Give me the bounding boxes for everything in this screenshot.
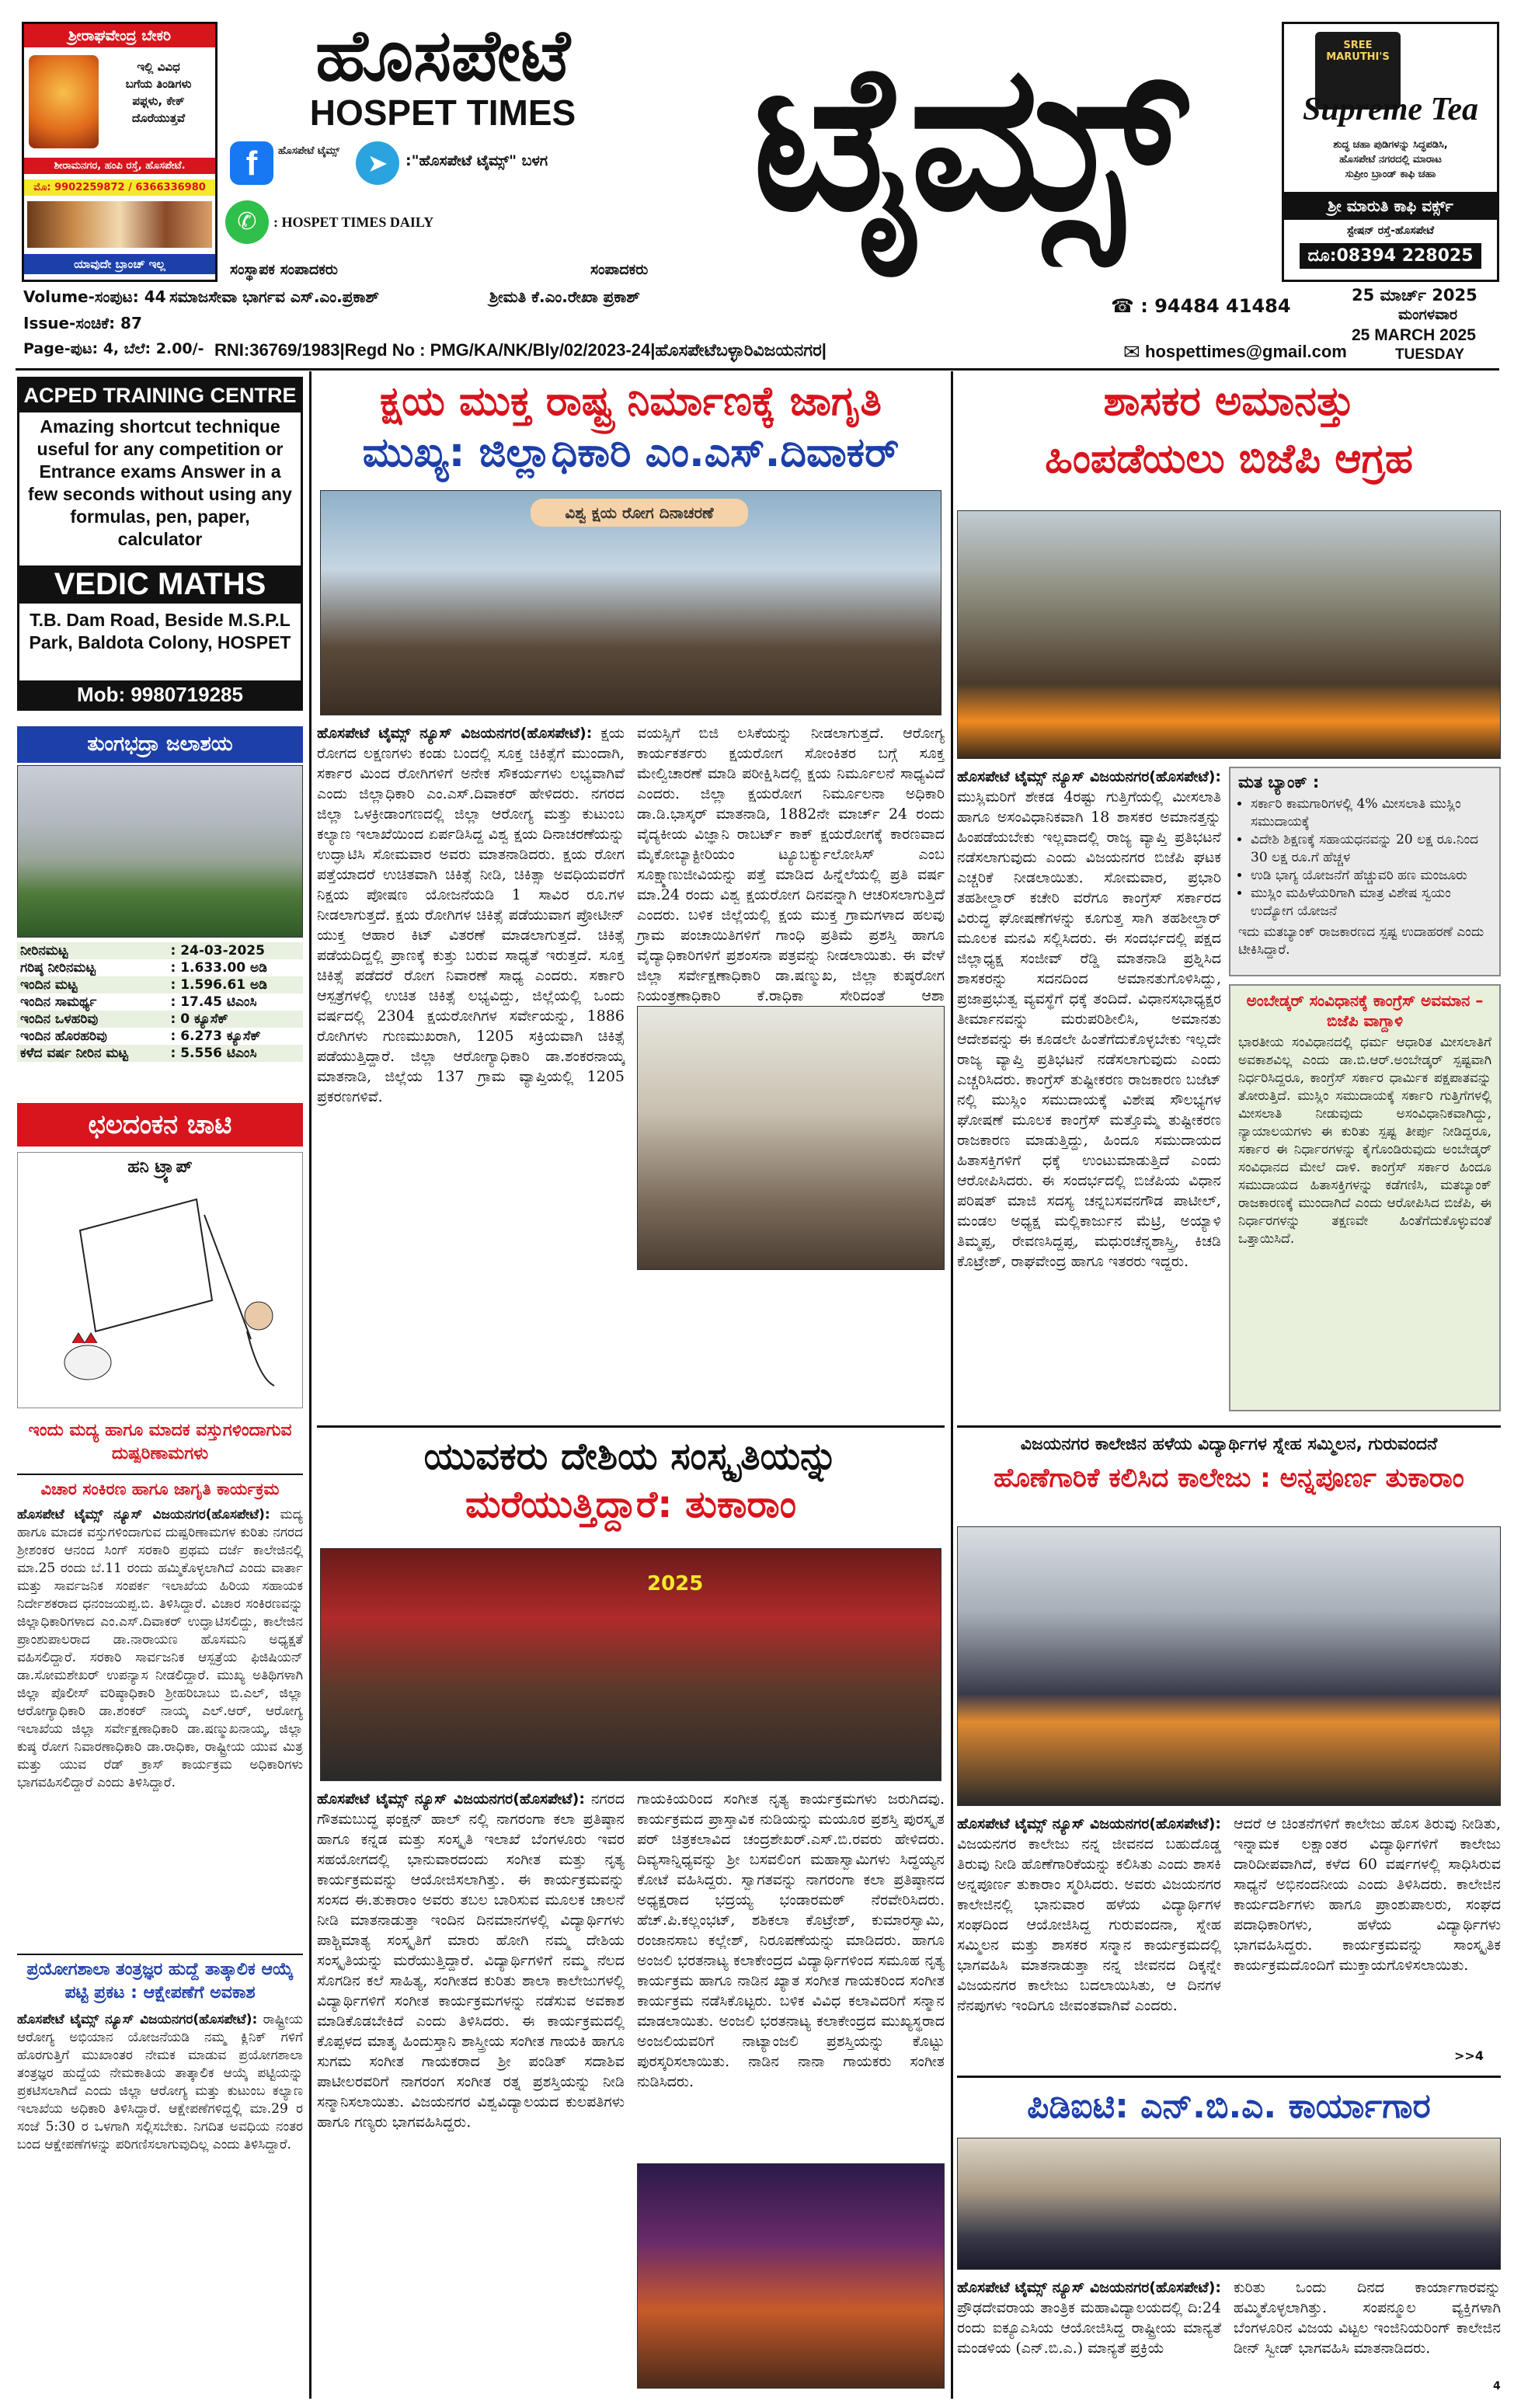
whatsapp-label: : HOSPET TIMES DAILY — [273, 214, 434, 230]
vote-bank-bullet: • ಮುಸ್ಲಿಂ ಮಹಿಳೆಯರಿಗಾಗಿ ಮಾತ್ರ ವಿಶೇಷ ಸ್ವಯಂ ಉದ್ಯೋಗ ಯೋಜನೆ — [1251, 885, 1491, 920]
bakery-ad-title: ಶ್ರೀರಾಘವೇಂದ್ರ ಬೇಕರಿ — [24, 24, 215, 47]
cartoon-figure-body — [247, 1331, 274, 1386]
dam-row — [17, 942, 303, 959]
acped-body: Amazing shortcut technique useful for any competition or Entrance exams Answer in a few seconds without using any formulas, pen, paper, calculator — [28, 416, 292, 549]
story-culture-photo-year: 2025 — [647, 1572, 704, 1595]
tea-ad-lines — [1289, 137, 1492, 182]
dam-photo — [17, 765, 303, 938]
ambedkar-body: ಭಾರತೀಯ ಸಂವಿಧಾನದಲ್ಲಿ ಧರ್ಮ ಆಧಾರಿತ ಮೀಸಲಾತಿಗೆ ಅವಕಾಶವಿಲ್ಲ ಎಂದು ಡಾ.ಬಿ.ಆರ್.ಅಂಬೇಡ್ಕರ್ ಸ್ಪಷ್ಟವಾಗಿ ನಿರ್ಧರಿಸಿದ್ದರೂ, ಕಾಂಗ್ರೆಸ್ ಸರ್ಕಾರ ಧಾರ್ಮಿಕ ಪಕ್ಷಪಾತವನ್ನು ತೋರುತ್ತಿದೆ. ಮುಸ್ಲಿಂ ಸಮುದಾಯಕ್ಕೆ ಸರ್ಕಾರಿ ಗುತ್ತಿಗೆಗಳಲ್ಲಿ ಮೀಸಲಾತಿ ನೀಡುವುದು ಅಸಂವಿಧಾನಿಕವಾಗಿದ್ದು, ನ್ಯಾಯಾಲಯಗಳು ಈ ಕುರಿತು ಸ್ಪಷ್ಟ ತೀರ್ಪು ನೀಡಿದ್ದರೂ, ಸರ್ಕಾರ ಈ ನಿರ್ಧಾರಗಳನ್ನು ಕೈಗೊಂಡಿರುವುದು ಅಂಬೇಡ್ಕರ್ ಸಂವಿಧಾನದ ಮೇಲೆ ದಾಳಿ. ಕಾಂಗ್ರೆಸ್ ಸರ್ಕಾರ ಹಿಂದೂ ಸಮುದಾಯದ ಹಿತಾಸಕ್ತಿಗಳನ್ನು ಕಡೆಗಣಿಸಿ, ಮತಬ್ಯಾಂಕ್ ರಾಜಕಾರಣಕ್ಕೆ ಮುಂದಾಗಿದೆ ಎಂದು ಆರೋಪಿಸಿದ ಬಿಜೆಪಿ, ಈ ನಿರ್ಧಾರಗಳನ್ನು ತಕ್ಷಣವೇ ಹಿಂತೆಗೆದುಕೊಳ್ಳುವಂತೆ ಒತ್ತಾಯಿಸಿದೆ. — [1238, 1035, 1491, 1247]
email-address[interactable]: hospettimes@gmail.com — [1145, 342, 1347, 361]
dam-table — [17, 942, 303, 1062]
story-bjp-headline-2: ಹಿಂಪಡೆಯಲು ಬಿಜೆಪಿ ಆಗ್ರಹ — [1045, 436, 1413, 482]
cartoon-rooster — [64, 1345, 111, 1380]
editor-label: ಸಂಪಾದಕರು — [590, 261, 649, 278]
story-rule-tb — [317, 1425, 945, 1428]
tea-shop: ಶ್ರೀ ಮಾರುತಿ ಕಾಫಿ ವರ್ಕ್ಸ್ — [1284, 192, 1497, 220]
dam-row-value: : 0 ಕ್ಯೂಸೆಕ್ — [170, 1011, 228, 1027]
masthead-kannada-title: ಹೊಸಪೇಟೆ — [315, 14, 571, 97]
bakery-line: ಪಫ್ಗಳು, ಕೇಕ್ — [132, 94, 185, 108]
dam-row-label: ಇಂದಿನ ಮಟ್ಟ — [20, 977, 78, 993]
lab-body: ರಾಷ್ಟ್ರೀಯ ಆರೋಗ್ಯ ಅಭಿಯಾನ ಯೋಜನೆಯಡಿ ನಮ್ಮ ಕ್ಲಿನಿಕ್ ಗಳಿಗೆ ಹೊರಗುತ್ತಿಗೆ ಮುಖಾಂತರ ನೇಮಕ ಮಾಡುವ ಪ್ರಯೋಗಶಾಲಾ ತಂತ್ರಜ್ಞರ ಹುದ್ದೆಯ ನೇಮಕಾತಿಯ ತಾತ್ಕಾಲಿಕ ಆಯ್ಕೆ ಪಟ್ಟಿಯನ್ನು ಪ್ರಕಟಿಸಲಾಗಿದೆ ಎಂದು ಜಿಲ್ಲಾ ಆರೋಗ್ಯ ಮತ್ತು ಕುಟುಂಬ ಕಲ್ಯಾಣ ಇಲಾಖೆಯ ಅಧಿಕಾರಿ ತಿಳಿಸಿದ್ದಾರೆ. ಆಕ್ಷೇಪಣೆಗಳಿದ್ದಲ್ಲಿ ಮಾ.29 ರ ಸಂಜೆ 5:30 ರ ಒಳಗಾಗಿ ಸಲ್ಲಿಸಬೇಕು. ನಿಗದಿತ ಅವಧಿಯ ನಂತರ ಬಂದ ಆಕ್ಷೇಪಣೆಗಳನ್ನು ಪರಿಗಣಿಸಲಾಗುವುದಿಲ್ಲ ಎಂದು ತಿಳಿಸಿದ್ದಾರೆ. — [17, 2012, 303, 2152]
ambedkar-title: ಅಂಬೇಡ್ಕರ್ ಸಂವಿಧಾನಕ್ಕೆ ಕಾಂಗ್ರೆಸ್ ಅವಮಾನ – ಬಿಜೆಪಿ ವಾಗ್ದಾಳಿ — [1246, 991, 1484, 1030]
dam-row — [17, 976, 303, 993]
drug-body: ಮದ್ಯ ಹಾಗೂ ಮಾದಕ ವಸ್ತುಗಳಿಂದಾಗುವ ದುಷ್ಪರಿಣಾಮಗಳ ಕುರಿತು ನಗರದ ಶ್ರೀಶಂಕರ ಆನಂದ ಸಿಂಗ್ ಸರಕಾರಿ ಪ್ರಥಮ ದರ್ಜೆ ಕಾಲೇಜಿನಲ್ಲಿ ಮಾ.25 ರಂದು ಬೆ.11 ರಂದು ಹಮ್ಮಿಕೊಳ್ಳಲಾಗಿದೆ ಎಂದು ವಾರ್ತಾ ಮತ್ತು ಸಾರ್ವಜನಿಕ ಸಂಪರ್ಕ ಇಲಾಖೆಯ ಹಿರಿಯ ಸಹಾಯಕ ನಿರ್ದೇಶಕರಾದ ಧನಂಜಯಪ್ಪ.ಬಿ. ತಿಳಿಸಿದ್ದಾರೆ. ವಿಚಾರ ಸಂಕಿರಣವನ್ನು ಜಿಲ್ಲಾಧಿಕಾರಿಗಳಾದ ಎಂ.ಎಸ್.ದಿವಾಕರ್ ಉದ್ಘಾಟಿಸಲಿದ್ದು, ಕಾಲೇಜಿನ ಪ್ರಾಂಶುಪಾಲರಾದ ಡಾ.ನಾರಾಯಣ ಹೊಸಮನಿ ಅಧ್ಯಕ್ಷತೆ ವಹಿಸಲಿದ್ದಾರೆ. ಸರಕಾರಿ ಸಾರ್ವಜನಿಕ ಆಸ್ಪತ್ರೆಯ ಫಿಜಿಷಿಯನ್ ಡಾ.ಸೋಮಶೇಖರ್ ಉಪನ್ಯಾಸ ನೀಡಲಿದ್ದಾರೆ. ಮುಖ್ಯ ಅತಿಥಿಗಳಾಗಿ ಜಿಲ್ಲಾ ಪೊಲೀಸ್ ವರಿಷ್ಠಾಧಿಕಾರಿ ಶ್ರೀಹರಿಬಾಬು ಬಿ.ಎಲ್, ಜಿಲ್ಲಾ ಆರೋಗ್ಯಾಧಿಕಾರಿ ಡಾ.ಶಂಕರ್ ನಾಯ್ಕ ಎಲ್.ಆರ್, ಆರೋಗ್ಯ ಇಲಾಖೆಯ ಜಿಲ್ಲಾ ಸರ್ವೇಕ್ಷಣಾಧಿಕಾರಿ ಡಾ.ಷಣ್ಮುಖನಾಯ್ಕ, ಜಿಲ್ಲಾ ಕುಷ್ಠ ರೋಗ ನಿವಾರಣಾಧಿಕಾರಿ ಡಾ.ರಾಧಿಕಾ, ರಾಷ್ಟ್ರೀಯ ಯುವ ಮಿತ್ರ ಮತ್ತು ಯುವ ರೆಡ್ ಕ್ರಾಸ್ ಕಾರ್ಯಕ್ರಮ ಅಧಿಕಾರಿಗಳು ಭಾಗವಹಿಸಲಿದ್ದಾರೆ ಎಂದು ತಿಳಿಸಿದ್ದಾರೆ. — [17, 1507, 303, 1790]
story-pdit-headline: ಪಿಡಿಐಟಿ: ಎನ್.ಬಿ.ಎ. ಕಾರ್ಯಾಗಾರ — [1027, 2086, 1431, 2126]
dam-row-label: ಗರಿಷ್ಠ ನೀರಿನಮಟ್ಟ — [20, 960, 96, 976]
story-culture-photo — [320, 1548, 941, 1781]
story-bjp-col-1 — [957, 767, 1221, 1411]
story-bjp-headline-1: ಶಾಸಕರ ಅಮಾನತ್ತು — [1103, 378, 1355, 425]
founder-name: ಸಮಾಜಸೇವಾ ಭಾರ್ಗವ ಎಸ್.ಎಂ.ಪ್ರಕಾಶ್ — [169, 287, 379, 306]
tea-phone: ದೂ:08394 228025 — [1300, 243, 1481, 269]
date-kannada: 25 ಮಾರ್ಚ್ 2025 — [1352, 286, 1477, 304]
telegram-icon[interactable]: ➤ — [356, 141, 399, 185]
dam-row-label: ನೀರಿನಮಟ್ಟ — [20, 943, 68, 959]
dam-row-value: : 5.556 ಟಿಎಂಸಿ — [170, 1046, 257, 1061]
vote-bank-bullet: • ಸರ್ಕಾರಿ ಕಾಮಗಾರಿಗಳಲ್ಲಿ 4% ಮೀಸಲಾತಿ ಮುಸ್ಲಿಂ ಸಮುದಾಯಕ್ಕೆ — [1251, 795, 1491, 831]
bakery-phone: ಮೊ: 9902259872 / 6366336980 — [24, 179, 215, 196]
acped-mobile: Mob: 9980719285 — [19, 680, 301, 709]
telegram-label: :"ಹೊಸಪೇಟೆ ಟೈಮ್ಸ್" ಬಳಗ — [405, 152, 548, 169]
story-college-headline: ಹೊಣೆಗಾರಿಕೆ ಕಲಿಸಿದ ಕಾಲೇಜು : ಅನ್ನಪೂರ್ಣ ತುಕಾರಾಂ — [994, 1463, 1464, 1494]
page-price: Page-ಪುಟ: 4, ಬೆಲೆ: 2.00/- — [23, 340, 204, 357]
story-pdit-col-2 — [1234, 2278, 1501, 2390]
story-pdit-body-2: ಕುರಿತು ಒಂದು ದಿನದ ಕಾರ್ಯಾಗಾರವನ್ನು ಹಮ್ಮಿಕೊಳ್ಳಲಾಗಿತ್ತು. ಸಂಪನ್ಮೂಲ ವ್ಯಕ್ತಿಗಳಾಗಿ ಬೆಂಗಳೂರಿನ ವಿಜಯ ವಿಟ್ಟಲ ಇಂಜಿನಿಯರಿಂಗ್ ಕಾಲೇಜಿನ ಡೀನ್ ಸ್ವೀಡ್ ಭಾಗವಹಿಸಿ ಮಾತನಾಡಿದರು. — [1234, 2279, 1501, 2357]
dam-row-label: ಇಂದಿನ ಒಳಹರಿವು — [20, 1011, 99, 1027]
editor-name: ಶ್ರೀಮತಿ ಕೆ.ಎಂ.ರೇಖಾ ಪ್ರಕಾಶ್ — [489, 287, 640, 306]
story-college-body-1: ವಿಜಯನಗರ ಕಾಲೇಜು ನನ್ನ ಜೀವನದ ಬಹುದೊಡ್ಡ ತಿರುವು ನೀಡಿ ಹೊಣೆಗಾರಿಕೆಯನ್ನು ಕಲಿಸಿತು ಎಂದು ಶಾಸಕಿ ಅನ್ನಪೂರ್ಣ ತುಕಾರಾಂ ಸ್ಮರಿಸಿದರು. ಅವರು ವಿಜಯನಗರ ಕಾಲೇಜಿನಲ್ಲಿ ಭಾನುವಾರ ಹಳೆಯ ವಿದ್ಯಾರ್ಥಿಗಳ ಸಂಘದಿಂದ ಆಯೋಜಿಸಿದ್ದ ಗುರುವಂದನಾ, ಸ್ನೇಹ ಸಮ್ಮಿಲನ ಮತ್ತು ಶಾಸಕರ ಸನ್ಮಾನ ಕಾರ್ಯಕ್ರಮದಲ್ಲಿ ಭಾಗವಹಿಸಿ ಮಾತನಾಡುತ್ತಾ ನನ್ನ ಜೀವನದ ದಿಕ್ಕನ್ನೇ ವಿಜಯನಗರ ಕಾಲೇಜು ಬದಲಾಯಿಸಿತು, ಆ ದಿನಗಳ ನೆನಪುಗಳು ಇಂದಿಗೂ ಜೀವಂತವಾಗಿವೆ ಎಂದರು. — [957, 1836, 1221, 2014]
date-english: 25 MARCH 2025 — [1352, 326, 1476, 344]
day-kannada: ಮಂಗಳವಾರ — [1398, 306, 1458, 323]
story-bjp-body: ಮುಸ್ಲಿಮರಿಗೆ ಶೇಕಡ 4ರಷ್ಟು ಗುತ್ತಿಗೆಯಲ್ಲಿ ಮೀಸಲಾತಿ ಹಾಗೂ ಅಸಂವಿಧಾನಿಕವಾಗಿ 18 ಶಾಸಕರ ಅಮಾನತ್ತನ್ನು ಹಿಂಪಡೆಯಬೇಕು ಇಲ್ಲವಾದಲ್ಲಿ ರಾಜ್ಯ ವ್ಯಾಪ್ತಿ ಪ್ರತಿಭಟನೆ ನಡೆಸಲಾಗುವುದು ಎಂದು ವಿಜಯನಗರ ಬಿಜೆಪಿ ಘಟಕ ಎಚ್ಚರಿಕೆ ನೀಡಲಾಯಿತು. ಸೋಮವಾರ, ಪ್ರಭಾರಿ ತಹಶೀಲ್ದಾರ್ ಕಚೇರಿ ವರೆಗೂ ಕಾಂಗ್ರೆಸ್ ಸರ್ಕಾರದ ವಿರುದ್ಧ ಘೋಷಣೆಗಳನ್ನು ಕೂಗುತ್ತ ಸಾಗಿ ತಹಶೀಲ್ದಾರ್ ಮೂಲಕ ಮನವಿ ಸಲ್ಲಿಸಿದರು. ಈ ಸಂದರ್ಭದಲ್ಲಿ ಪಕ್ಷದ ಜಿಲ್ಲಾಧ್ಯಕ್ಷ ಸಂಜೀವ್ ರೆಡ್ಡಿ ಮಾತನಾಡಿ ಪ್ರಶ್ನಿಸಿದ ಶಾಸಕರನ್ನು ಸದನದಿಂದ ಅಮಾನತುಗೊಳಿಸಿದ್ದು, ಪ್ರಜಾಪ್ರಭುತ್ವ ವ್ಯವಸ್ಥೆಗೆ ಧಕ್ಕೆ ತಂದಿದೆ. ವಿಧಾನಸಭಾಧ್ಯಕ್ಷರ ತೀರ್ಮಾನವನ್ನು ಮರುಪರಿಶೀಲಿಸಿ, ಅಮಾನತು ಆದೇಶವನ್ನು ಈ ಕೂಡಲೇ ಹಿಂತೆಗೆದುಕೊಳ್ಳಬೇಕು ಇಲ್ಲದೇ ರಾಜ್ಯ ವ್ಯಾಪ್ತಿ ಪ್ರತಿಭಟನೆ ನಡೆಸಲಾಗುವುದು ಎಂದು ಎಚ್ಚರಿಸಿದರು. ಕಾಂಗ್ರೆಸ್ ತುಷ್ಟೀಕರಣ ರಾಜಕಾರಣ ಬಜೆಟ್ ನಲ್ಲಿ ಮುಸ್ಲಿಂ ಸಮುದಾಯಕ್ಕೆ ವಿಶೇಷ ಸೌಲಭ್ಯಗಳ ಘೋಷಣೆ ಮೂಲಕ ಕಾಂಗ್ರೆಸ್ ಮತ್ತೊಮ್ಮೆ ತುಷ್ಟೀಕರಣ ರಾಜಕಾರಣ ಮಾಡುತ್ತಿದ್ದು, ಹಿಂದೂ ಸಮುದಾಯದ ಹಿತಾಸಕ್ತಿಗಳಿಗೆ ಧಕ್ಕೆ ಉಂಟುಮಾಡುತ್ತಿದೆ ಎಂದು ಆರೋಪಿಸಿದರು. ಈ ಸಂದರ್ಭದಲ್ಲಿ ಬಿಜೆಪಿಯ ವಿಧಾನ ಪರಿಷತ್ ಮಾಜಿ ಸದಸ್ಯ ಚನ್ನಬಸವನಗೌಡ ಪಾಟೀಲ್, ಮಂಡಲ ಅಧ್ಯಕ್ಷ ಮಲ್ಲಿಕಾರ್ಜುನ ಮೆಟ್ರಿ, ಅಯ್ಯಾಳಿ ತಿಮ್ಮಪ್ಪ, ರೇವಣಸಿದ್ದಪ್ಪ, ಮಧುರಚೆನ್ನಶಾಸ್ತ್ರಿ, ಕಿಚಡಿ ಕೊಟ್ರೇಶ್, ರಾಘವೇಂದ್ರ ಹಾಗೂ ಇತರರು ಇದ್ದರು. — [957, 788, 1221, 1270]
bakery-line: ಇಲ್ಲಿ ವಿವಿಧ — [137, 60, 180, 74]
vote-bank-box — [1229, 767, 1501, 976]
story-culture-col-1 — [317, 1789, 625, 2395]
story-college-continued[interactable]: >>4 — [1454, 2048, 1484, 2063]
story-college-col-2 — [1234, 1814, 1501, 2047]
vote-bank-list — [1238, 795, 1491, 920]
dam-row-value: : 17.45 ಟಿಎಂಸಿ — [170, 994, 257, 1010]
bakery-ad[interactable] — [22, 22, 218, 282]
email-icon: ✉ — [1123, 341, 1140, 364]
bakery-ad-lines — [102, 58, 215, 127]
story-bjp — [957, 377, 1501, 1414]
lab-article — [17, 2011, 303, 2392]
page-number-marker: 4 — [1493, 2380, 1501, 2392]
tea-address: ಸ್ಟೇಷನ್ ರಸ್ತೆ-ಹೊಸಪೇಟೆ — [1346, 224, 1435, 237]
story-pdit-photo — [957, 2138, 1501, 2270]
acped-ad[interactable] — [17, 377, 303, 711]
story-tb-body-2: ವಯಸ್ಸಿಗೆ ಬಿಜಿ ಲಸಿಕೆಯನ್ನು ನೀಡಲಾಗುತ್ತದೆ. ಆರೋಗ್ಯ ಕಾರ್ಯಕರ್ತರು ಕ್ಷಯರೋಗ ಸೋಂಕಿತರ ಬಗ್ಗೆ ಸೂಕ್ತ ಮೇಲ್ವಿಚಾರಣೆ ಮಾಡಿ ಪರೀಕ್ಷಿಸಿದಲ್ಲಿ ಕ್ಷಯ ನಿರ್ಮೂಲನೆ ಸಾಧ್ಯವಿದೆ ಎಂದರು. ಜಿಲ್ಲಾ ಕ್ಷಯರೋಗ ನಿರ್ಮೂಲನಾ ಅಧಿಕಾರಿ ಡಾ.ಡಿ.ಭಾಸ್ಕರ್ ಮಾತನಾಡಿ, 1882ನೇ ಮಾರ್ಚ್ 24 ರಂದು ವೈದ್ಯಕೀಯ ವಿಜ್ಞಾನಿ ರಾಬರ್ಟ್ ಕಾಕ್ ಕ್ಷಯರೋಗಕ್ಕೆ ಕಾರಣವಾದ ಮೈಕೋಬ್ಯಾಕ್ಟೀರಿಯಂ ಟ್ಯೂಬರ್ಕ್ಯುಲೋಸಿಸ್ ಎಂಬ ಸೂಕ್ಷ್ಮಾಣುಜೀವಿಯನ್ನು ಪತ್ತೆ ಮಾಡಿದ ಹಿನ್ನೆಲೆಯಲ್ಲಿ ಪ್ರತಿ ವರ್ಷ ಮಾ.24 ರಂದು ವಿಶ್ವ ಕ್ಷಯರೋಗ ದಿನವನ್ನಾಗಿ ಆಚರಿಸಲಾಗುತ್ತಿದೆ ಎಂದರು. ಬಳಿಕ ಜಿಲ್ಲೆಯಲ್ಲಿ ಕ್ಷಯ ಮುಕ್ತ ಗ್ರಾಮಗಳಾದ ಹಲವು ಗ್ರಾಮ ಪಂಚಾಯಿತಿಗಳಿಗೆ ಗಾಂಧಿ ಪ್ರತಿಮೆ ಪ್ರಶಸ್ತಿ ಹಾಗೂ ವೈದ್ಯಾಧಿಕಾರಿಗಳಿಗೆ ಪ್ರಶಂಸನಾ ಪತ್ರವನ್ನು ನೀಡಲಾಯಿತು. ಈ ವೇಳೆ ಜಿಲ್ಲಾ ಸರ್ವೇಕ್ಷಣಾಧಿಕಾರಿ ಡಾ.ಷಣ್ಮುಖ, ಜಿಲ್ಲಾ ಕುಷ್ಠರೋಗ ನಿಯಂತ್ರಣಾಧಿಕಾರಿ ಕೆ.ರಾಧಿಕಾ ಸೇರಿದಂತೆ ಆಶಾ — [637, 725, 945, 1004]
masthead — [0, 0, 1514, 377]
cartoon-stick — [204, 1215, 251, 1339]
story-bjp-photo — [957, 510, 1501, 759]
story-culture-headline-1: ಯುವಕರು ದೇಶಿಯ ಸಂಸ್ಕೃತಿಯನ್ನು — [423, 1435, 838, 1478]
masthead-rule — [16, 368, 1499, 371]
masthead-big-title: ಟೈಮ್ಸ್ — [752, 21, 1182, 256]
whatsapp-icon[interactable]: ✆ — [225, 200, 269, 244]
story-pdit-body-1: ಪ್ರೌಢದೇವರಾಯ ತಾಂತ್ರಿಕ ಮಹಾವಿದ್ಯಾಲಯದಲ್ಲಿ ದಿ:24 ರಂದು ಐಕ್ಯೂಎಸಿಯ ಆಯೋಜಿಸಿದ್ದ ರಾಷ್ಟ್ರೀಯ ಮಾನ್ಯತೆ ಮಂಡಳಿಯ (ಎನ್.ಬಿ.ಎ.) ಮಾನ್ಯತೆ ಪ್ರಕ್ರಿಯೆ — [957, 2299, 1221, 2357]
column-rule-center — [951, 371, 953, 2399]
story-bjp-byline: ಹೊಸಪೇಟೆ ಟೈಮ್ಸ್ ನ್ಯೂಸ್ ವಿಜಯನಗರ(ಹೊಸಪೇಟೆ): — [957, 768, 1221, 785]
dam-row-value: : 1.633.00 ಅಡಿ — [170, 960, 267, 976]
story-pdit — [957, 2083, 1501, 2394]
left-sidebar — [17, 377, 303, 2396]
dam-row — [17, 1028, 303, 1045]
story-culture-byline: ಹೊಸಪೇಟೆ ಟೈಮ್ಸ್ ನ್ಯೂಸ್ ವಿಜಯನಗರ(ಹೊಸಪೇಟೆ): — [317, 1790, 585, 1808]
cartoon-rooster-comb — [72, 1333, 97, 1343]
story-tb-photo-banner: ವಿಶ್ವ ಕ್ಷಯ ರೋಗ ದಿನಾಚರಣೆ — [531, 499, 748, 527]
drug-article — [17, 1506, 303, 1941]
dam-row-value: : 1.596.61 ಅಡಿ — [170, 977, 267, 993]
story-college-photo — [957, 1526, 1501, 1806]
lab-byline: ಹೊಸಪೇಟೆ ಟೈಮ್ಸ್ ನ್ಯೂಸ್ ವಿಜಯನಗರ(ಹೊಸಪೇಟೆ): — [17, 2012, 258, 2027]
tea-line: ಹೊಸಪೇಟೆ ನಗರದಲ್ಲಿ ಮಾರಾಟ — [1339, 154, 1442, 165]
story-college-body-2: ಆದರೆ ಆ ಚಿಂತನೆಗಳಿಗೆ ಕಾಲೇಜು ಹೊಸ ತಿರುವು ನೀಡಿತು, ಇನ್ನಾಮಕ ಲಕ್ಷಾಂತರ ವಿದ್ಯಾರ್ಥಿಗಳಿಗೆ ಕಾಲೇಜು ದಾರಿದೀಪವಾಗಿದೆ, ಕಳೆದ 60 ವರ್ಷಗಳಲ್ಲಿ ಸಾಧಿಸಿರುವ ಸಾಧ್ಯನೆ ಅಭಿನಂದನೀಯ ಎಂದು ತಿಳಿಸಿದರು. ಕಾಲೇಜಿನ ಕಾರ್ಯದರ್ಶಿಗಳು ಹಾಗೂ ಪ್ರಾಂಶುಪಾಲರು, ಸಂಘದ ಪದಾಧಿಕಾರಿಗಳು, ಹಳೆಯ ವಿದ್ಯಾರ್ಥಿಗಳು ಭಾಗವಹಿಸಿದ್ದರು. ಕಾರ್ಯಕ್ರಮವನ್ನು ಸಾಂಸ್ಕೃತಿಕ ಕಾರ್ಯಕ್ರಮದೊಂದಿಗೆ ಮುಕ್ತಾಯಗೊಳಿಸಲಾಯಿತು. — [1234, 1815, 1501, 1974]
story-culture-col-2 — [637, 1789, 945, 2154]
story-college-byline: ಹೊಸಪೇಟೆ ಟೈಮ್ಸ್ ನ್ಯೂಸ್ ವಿಜಯನಗರ(ಹೊಸಪೇಟೆ): — [957, 1815, 1221, 1832]
vedic-maths: VEDIC MATHS — [19, 565, 301, 604]
acped-title: ACPED TRAINING CENTRE — [19, 379, 301, 412]
bakery-line: ಬಗೆಯ ತಿಂಡಿಗಳು — [125, 77, 192, 91]
story-college-kicker: ವಿಜಯನಗರ ಕಾಲೇಜಿನ ಹಳೆಯ ವಿದ್ಯಾರ್ಥಿಗಳ ಸ್ನೇಹ ಸಮ್ಮಿಲನ, ಗುರುವಂದನೆ — [1020, 1435, 1438, 1454]
facebook-icon[interactable]: f — [230, 141, 273, 185]
story-tb-headline-2: ಮುಖ್ಯ: ಜಿಲ್ಲಾಧಿಕಾರಿ ಎಂ.ಎಸ್.ದಿವಾಕರ್ — [362, 430, 900, 476]
dam-row-label: ಇಂದಿನ ಸಾಮರ್ಥ್ಯ — [20, 994, 97, 1010]
story-culture-body-1: ನಗರದ ಗೌತಮಬುದ್ಧ ಫಂಕ್ಷನ್ ಹಾಲ್ ನಲ್ಲಿ ನಾಗರಂಗಾ ಕಲಾ ಪ್ರತಿಷ್ಠಾನ ಹಾಗೂ ಕನ್ನಡ ಮತ್ತು ಸಂಸ್ಕೃತಿ ಇಲಾಖೆ ಬೆಂಗಳೂರು ಇವರ ಸಹಯೋಗದಲ್ಲಿ ಭಾನುವಾರದಂದು ಸಂಗೀತ ಮತ್ತು ನೃತ್ಯ ಕಾರ್ಯಕ್ರಮವನ್ನು ಆಯೋಜಿಸಲಾಗಿತ್ತು. ಈ ಕಾರ್ಯಕ್ರಮವನ್ನು ಸಂಸದ ಈ.ತುಕಾರಾಂ ಅವರು ತಬಲ ಬಾರಿಸುವ ಮೂಲಕ ಚಾಲನೆ ನೀಡಿ ಮಾತನಾಡುತ್ತಾ ಇಂದಿನ ದಿನಮಾನಗಳಲ್ಲಿ ವಿದ್ಯಾರ್ಥಿಗಳು ಪಾಶ್ಚಿಮಾತ್ಯ ಸಂಸ್ಕೃತಿಗೆ ಮಾರು ಹೋಗಿ ನಮ್ಮ ದೇಶಿಯ ಸಂಸ್ಕೃತಿಯನ್ನು ಮರೆಯುತ್ತಿದ್ದಾರೆ. ವಿದ್ಯಾರ್ಥಿಗಳಿಗೆ ನಮ್ಮ ನೆಲದ ಸೊಗಡಿನ ಕಲೆ ಸಾಹಿತ್ಯ, ಸಂಗೀತದ ಕುರಿತು ಶಾಲಾ ಕಾಲೇಜುಗಳಲ್ಲಿ ವಿದ್ಯಾರ್ಥಿಗಳಿಗೆ ಸಂಗೀತ ಕಾರ್ಯಕ್ರಮಗಳನ್ನು ನಡೆಸುವ ಅವಕಾಶ ಮಾಡಿಕೊಡಬೇಕಿದೆ ಎಂದು ತಿಳಿಸಿದರು. ಈ ಕಾರ್ಯಕ್ರಮದಲ್ಲಿ ಕೊಪ್ಪಳದ ಮಾತೃ ಹಿಂದುಸ್ತಾನಿ ಶಾಸ್ತ್ರೀಯ ಸಂಗೀತ ಗಾಯಕಿ ಹಾಗೂ ಸುಗಮ ಸಂಗೀತ ಗಾಯಕರಾದ ಶ್ರೀ ಪಂಡಿತ್ ಸದಾಶಿವ ಪಾಟೀಲರವರಿಗೆ ನಾಗರಂಗ ಸಂಗೀತ ರತ್ನ ಪ್ರಶಸ್ತಿಯನ್ನು ನೀಡಿ ಸನ್ಮಾನಿಸಲಾಯಿತು. ವಿಜಯನಗರ ವಿಶ್ವವಿದ್ಯಾಲಯದ ಕುಲಪತಿಗಳು ಹಾಗೂ ಗಣ್ಯರು ಭಾಗವಹಿಸಿದ್ದರು. — [317, 1790, 625, 2131]
drug-byline: ಹೊಸಪೇಟೆ ಟೈಮ್ಸ್ ನ್ಯೂಸ್ ವಿಜಯನಗರ(ಹೊಸಪೇಟೆ): — [17, 1507, 270, 1522]
dam-row-value: : 6.273 ಕ್ಯೂಸೆಕ್ — [170, 1028, 261, 1044]
story-tb-body-1: ಕ್ಷಯ ರೋಗದ ಲಕ್ಷಣಗಳು ಕಂಡು ಬಂದಲ್ಲಿ ಸೂಕ್ತ ಚಿಕಿತ್ಸೆಗೆ ಮುಂದಾಗಿ, ಸರ್ಕಾರ ಮಿಂದ ರೋಗಿಗಳಿಗೆ ಅನೇಕ ಸೌಕರ್ಯಗಳು ಲಭ್ಯವಾಗಿವೆ ಎಂದು ಜಿಲ್ಲಾಧಿಕಾರಿ ಎಂ.ಎಸ್.ದಿವಾಕರ್ ಹೇಳಿದರು. ನಗರದ ಜಿಲ್ಲಾ ಒಳಕ್ರೀಡಾಂಗಣದಲ್ಲಿ ಜಿಲ್ಲಾ ಆರೋಗ್ಯ ಮತ್ತು ಕುಟುಂಬ ಕಲ್ಯಾಣ ಇಲಾಖೆಯಿಂದ ಏರ್ಪಡಿಸಿದ್ದ ವಿಶ್ವ ಕ್ಷಯ ದಿನಾಚರಣೆಯನ್ನು ಉದ್ಘಾಟಿಸಿ ಸೋಮವಾರ ಅವರು ಮಾತನಾಡಿದರು. ಕ್ಷಯ ರೋಗ ಪತ್ತೆಯಾದರೆ ಉಚಿತವಾಗಿ ಚಿಕಿತ್ಸೆ ನೀಡಿ, ಚಿಕಿತ್ಸಾ ಅವಧಿಯವರೆಗೆ ನಿಕ್ಷಯ ಪೋಷಣ ಯೋಜನೆಯಡಿ 1 ಸಾವಿರ ರೂ.ಗಳ ನೀಡಲಾಗುತ್ತದೆ. ಕ್ಷಯ ರೋಗಿಗಳ ಚಿಕಿತ್ಸೆ ಪಡೆಯುವಾಗ ಪ್ರೋಟೀನ್ ಯುಕ್ತ ಆಹಾರ ಕಿಟ್ ವಿತರಣೆ ಮಾಡಲಾಗುತ್ತದೆ. ಚಿಕಿತ್ಸೆ ಪಡೆಯದಿದ್ದಲ್ಲಿ ಪ್ರಾಣಕ್ಕೆ ಕುತ್ತು ಬರುವ ಸಾಧ್ಯತೆ ಇರುತ್ತದೆ. ಸೂಕ್ತ ಚಿಕಿತ್ಸೆ ಪಡೆದರೆ ರೋಗ ನಿವಾರಣೆ ಸಾಧ್ಯ ಎಂದರು. ಸರ್ಕಾರಿ ಆಸ್ಪತ್ರೆಗಳಲ್ಲಿ ಉಚಿತ ಚಿಕಿತ್ಸೆ ಲಭ್ಯವಿದ್ದು, ಜಿಲ್ಲೆಯಲ್ಲಿ ಒಂದು ವರ್ಷದಲ್ಲಿ 2304 ಕ್ಷಯರೋಗಿಗಳ ಸರ್ವೇಯನ್ನು, 1886 ರೋಗಿಗಳು ಗುಣಮುಖರಾಗಿ, 1205 ಸಕ್ರಿಯವಾಗಿ ಚಿಕಿತ್ಸೆ ಪಡೆಯುತ್ತಿದ್ದಾರೆ. ಜಿಲ್ಲಾ ಆರೋಗ್ಯಾಧಿಕಾರಿ ಡಾ.ಶಂಕರನಾಯ್ಕ ಮಾತನಾಡಿ, ಜಿಲ್ಲೆಯ 137 ಗ್ರಾಮ ವ್ಯಾಪ್ತಿಯಲ್ಲಿ 1205 ಪ್ರಕರಣಗಳಿವೆ. — [317, 725, 625, 1105]
cartoon-figure-head — [245, 1302, 273, 1330]
bakery-footer: ಯಾವುದೇ ಬ್ರಾಂಚ್ ಇಲ್ಲ — [24, 254, 215, 274]
dam-row — [17, 1045, 303, 1062]
founder-label: ಸಂಸ್ಥಾಪಕ ಸಂಪಾದಕರು — [230, 261, 338, 278]
dam-row — [17, 993, 303, 1011]
tea-line: ಸುಪ್ರೀಂ ಬ್ರಾಂಡ್ ಕಾಫಿ ಚಹಾ — [1345, 169, 1436, 180]
masthead-english-title: HOSPET TIMES — [309, 92, 576, 133]
story-rule-bjp — [957, 1425, 1501, 1428]
acped-address: T.B. Dam Road, Beside M.S.P.L Park, Baldota Colony, HOSPET — [29, 610, 291, 652]
dam-row-value: : 24-03-2025 — [170, 943, 265, 959]
story-pdit-col-1 — [957, 2278, 1221, 2390]
bakery-cakes-image — [27, 201, 212, 248]
cartoon-panel — [17, 1152, 303, 1408]
dam-row-label: ಇಂದಿನ ಹೊರಹರಿವು — [20, 1028, 107, 1044]
story-culture — [317, 1433, 945, 2396]
lab-headline: ಪ್ರಯೋಗಶಾಲಾ ತಂತ್ರಜ್ಞರ ಹುದ್ದೆ ತಾತ್ಕಾಲಿಕ ಆಯ್ಕೆ ಪಟ್ಟಿ ಪ್ರಕಟ : ಆಕ್ಷೇಪಣೆಗೆ ಅವಕಾಶ — [17, 1954, 303, 2005]
dam-title: ತುಂಗಭದ್ರಾ ಜಲಾಶಯ — [17, 726, 303, 763]
ambedkar-box — [1229, 984, 1501, 1411]
vote-bank-footer: ಇದು ಮತಬ್ಯಾಂಕ್ ರಾಜಕಾರಣದ ಸ್ಪಷ್ಟ ಉದಾಹರಣೆ ಎಂದು ಟೀಕಿಸಿದ್ದಾರೆ. — [1238, 924, 1484, 958]
drug-subheadline: ವಿಚಾರ ಸಂಕಿರಣ ಹಾಗೂ ಜಾಗೃತಿ ಕಾರ್ಯಕ್ರಮ — [17, 1474, 303, 1500]
phone-number: ☎ : 94484 41484 — [1111, 295, 1291, 317]
story-pdit-byline: ಹೊಸಪೇಟೆ ಟೈಮ್ಸ್ ನ್ಯೂಸ್ ವಿಜಯನಗರ(ಹೊಸಪೇಟೆ): — [957, 2279, 1221, 2296]
story-rule-college — [957, 2076, 1501, 2078]
cartoon-title: ಛಲದಂಕನ ಚಾಟಿ — [17, 1103, 303, 1147]
tea-line: ಶುದ್ಧ ಚಹಾ ಪುಡಿಗಳನ್ನು ಸಿದ್ಧಪಡಿಸಿ, — [1333, 139, 1448, 151]
volume: Volume-ಸಂಪುಟ: 44 — [23, 287, 166, 306]
registration-line: RNI:36769/1983|Regd No : PMG/KA/NK/Bly/02/2023-24|ಹೊಸಪೇಟೆಬಳ್ಳಾರಿವಿಜಯನಗರ| — [214, 340, 827, 360]
drug-headline: ಇಂದು ಮದ್ಯ ಹಾಗೂ ಮಾದಕ ವಸ್ತುಗಳಿಂದಾಗುವ ದುಷ್ಪರಿಣಾಮಗಳು — [28, 1421, 292, 1463]
story-tb-col-2 — [637, 723, 945, 1004]
cartoon-caption: ಹನಿ ಟ್ರ್ಯಾಪ್ — [127, 1157, 193, 1177]
tea-brand-top: SREE MARUTHI'S — [1326, 40, 1390, 63]
story-tb-photo-2 — [637, 1006, 945, 1270]
day-english: TUESDAY — [1395, 346, 1465, 363]
tea-brand: Supreme Tea — [1303, 92, 1478, 127]
story-culture-headline-2: ಮರೆಯುತ್ತಿದ್ದಾರೆ: ತುಕಾರಾಂ — [465, 1483, 796, 1526]
vote-bank-bullet: • ಉಡಿ ಭಾಗ್ಯ ಯೋಜನೆಗೆ ಹೆಚ್ಚುವರಿ ಹಣ ಮಂಜೂರು — [1251, 867, 1491, 885]
story-college-col-1 — [957, 1814, 1221, 2066]
tea-ad[interactable] — [1282, 22, 1499, 282]
story-tb-byline: ಹೊಸಪೇಟೆ ಟೈಮ್ಸ್ ನ್ಯೂಸ್ ವಿಜಯನಗರ(ಹೊಸಪೇಟೆ): — [317, 725, 593, 742]
column-rule-left — [309, 371, 312, 2399]
facebook-label: ಹೊಸಪೇಟೆ ಟೈಮ್ಸ್ — [278, 145, 340, 157]
story-college — [957, 1433, 1501, 2070]
dam-row — [17, 1011, 303, 1028]
bakery-deity-image — [29, 55, 99, 148]
story-tb — [317, 377, 945, 1414]
bakery-line: ದೊರೆಯುತ್ತವೆ — [131, 111, 186, 125]
dam-row — [17, 959, 303, 976]
story-culture-body-2: ಗಾಯಕಿಯರಿಂದ ಸಂಗೀತ ನೃತ್ಯ ಕಾರ್ಯಕ್ರಮಗಳು ಜರುಗಿದವು. ಕಾರ್ಯಕ್ರಮದ ಪ್ರಾಸ್ತಾವಿಕ ನುಡಿಯನ್ನು ಮಯೂರ ಪ್ರಶಸ್ತಿ ಪುರಸ್ಕೃತ ಪರ್ ಚಿತ್ರಕಲಾವಿದ ಚಂದ್ರಶೇಖರ್.ಎಸ್.ಬಿ.ರವರು ಹೇಳಿದರು. ದಿವ್ಯಸಾನ್ನಿಧ್ಯವನ್ನು ಶ್ರೀ ಬಸವಲಿಂಗ ಮಹಾಸ್ವಾಮಿಗಳು ಸಿದ್ಧಯ್ಯನ ಕೋಟೆ ವಹಿಸಿದ್ದರು. ಸ್ವಾಗತವನ್ನು ನಾಗರಂಗಾ ಕಲಾ ಪ್ರತಿಷ್ಠಾನದ ಅಧ್ಯಕ್ಷರಾದ ಭದ್ರಯ್ಯ ಭಂಡಾರಮಠ್ ನೆರವೇರಿಸಿದರು. ಹೆಚ್.ಪಿ.ಕಲ್ಲಂಭಟ್, ಶಶಿಕಲಾ ಕೊಟ್ರೇಶ್, ಕುಮಾರಸ್ವಾಮಿ, ರಂಜಾನಸಾಬ ಕಲ್ಲೇಶ್, ನಿರೂಪಣೆಯನ್ನು ಮಾಡಿದರು. ಹಾಗೂ ಅಂಜಲಿ ಭರತನಾಟ್ಯ ಕಲಾಕೇಂದ್ರದ ವಿದ್ಯಾರ್ಥಿಗಳಿಂದ ಸಮೂಹ ನೃತ್ಯ ಕಾರ್ಯಕ್ರಮ ಹಾಗೂ ನಾಡಿನ ಖ್ಯಾತ ಸಂಗೀತ ಗಾಯಕರಿಂದ ಸಂಗೀತ ಕಾರ್ಯಕ್ರಮ ನಡೆಸಿಕೊಟ್ಟರು. ಬಳಿಕ ವಿವಿಧ ಕಲಾವಿದರಿಗೆ ಸನ್ಮಾನ ಮಾಡಲಾಯಿತು. ಅಂಜಲಿ ಭರತನಾಟ್ಯ ಕಲಾಕೇಂದ್ರದ ಮುಖ್ಯಸ್ಥರಾದ ಅಂಜಲಿಯವರಿಗೆ ನಾಟ್ಯಾಂಜಲಿ ಪ್ರಶಸ್ತಿಯನ್ನು ಕೊಟ್ಟು ಪುರಸ್ಕರಿಸಲಾಯಿತು. ನಾಡಿನ ನಾನಾ ಗಾಯಕರು ಸಂಗೀತ ನುಡಿಸಿದರು. — [637, 1790, 945, 2090]
cartoon-drawing — [18, 1184, 302, 1401]
bakery-address: ಶೀರಾಮನಗರ, ಹಂಪಿ ರಸ್ತೆ, ಹೊಸಪೇಟೆ. — [24, 158, 215, 174]
story-tb-col-1 — [317, 723, 625, 1411]
story-tb-headline-1: ಕ್ಷಯ ಮುಕ್ತ ರಾಷ್ಟ್ರ ನಿರ್ಮಾಣಕ್ಕೆ ಜಾಗೃತಿ — [380, 378, 882, 425]
vote-bank-title: ಮತ ಬ್ಯಾಂಕ್ : — [1238, 773, 1320, 792]
vote-bank-bullet: • ವಿದೇಶಿ ಶಿಕ್ಷಣಕ್ಕೆ ಸಹಾಯಧನವನ್ನು 20 ಲಕ್ಷ ರೂ.ನಿಂದ 30 ಲಕ್ಷ ರೂ.ಗೆ ಹೆಚ್ಚಳ — [1251, 831, 1491, 867]
story-tb-photo — [320, 490, 941, 715]
issue: Issue-ಸಂಚಿಕೆ: 87 — [23, 314, 142, 332]
story-culture-photo-2 — [637, 2163, 945, 2389]
dam-row-label: ಕಳೆದ ವರ್ಷ ನೀರಿನ ಮಟ್ಟ — [20, 1046, 128, 1061]
cartoon-trap-box — [80, 1199, 212, 1331]
